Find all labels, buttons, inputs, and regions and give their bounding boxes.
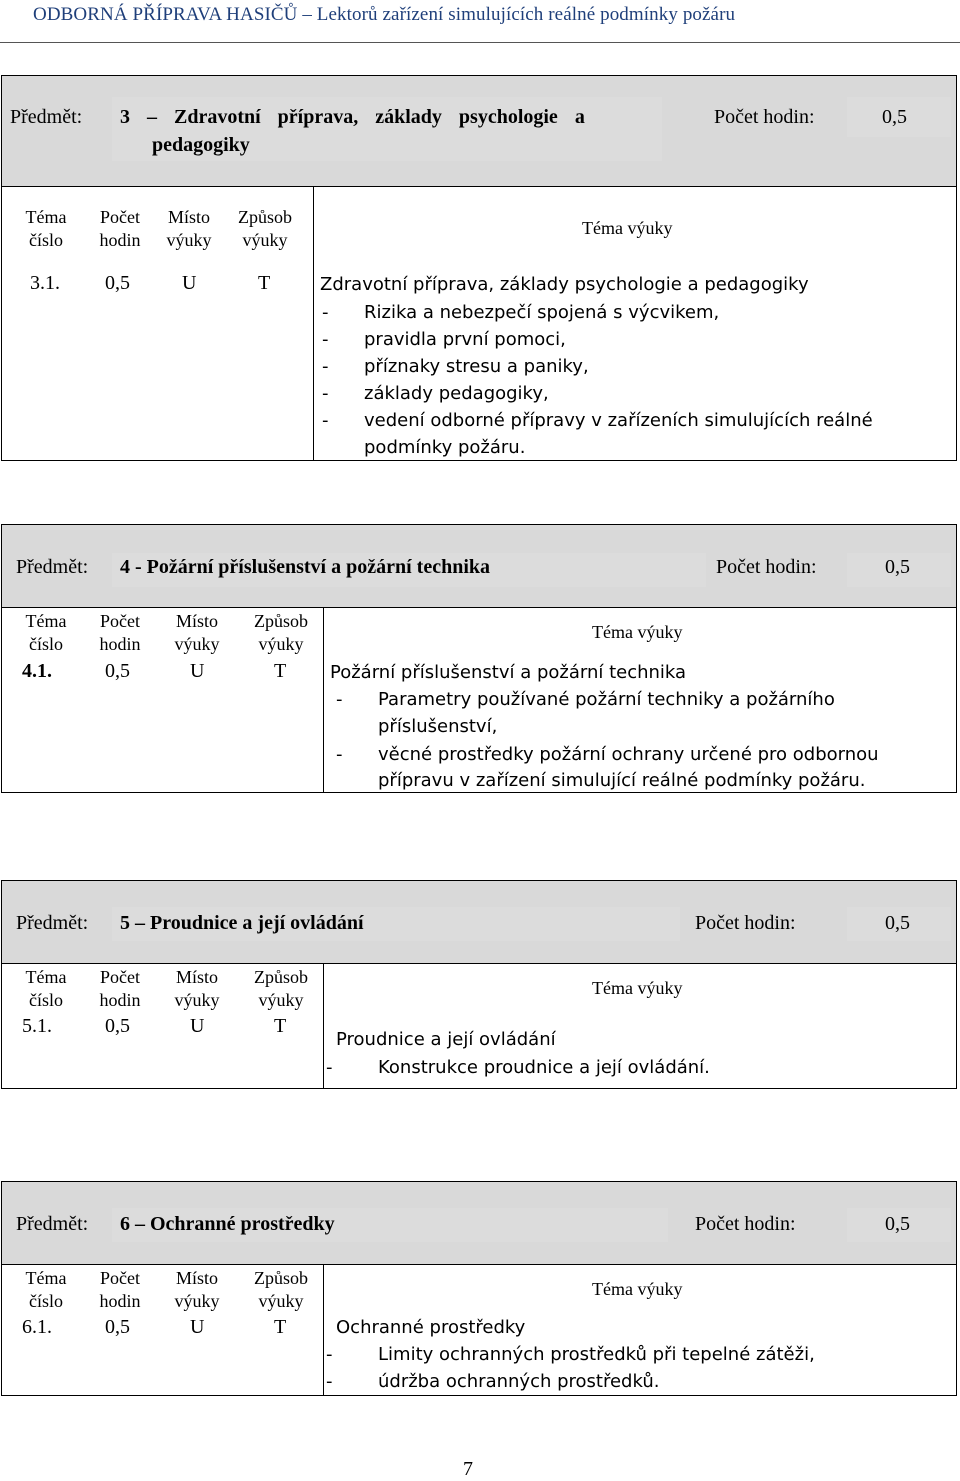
row-method: T xyxy=(274,660,287,682)
subject-block-4 xyxy=(1,524,957,793)
document-header: ODBORNÁ PŘÍPRAVA HASIČŮ – Lektorů zařízení simulujících reálné podmínky požáru xyxy=(33,4,736,25)
topic-item: vedení odborné přípravy v zařízeních simulujících reálné xyxy=(364,410,873,431)
row-number: 6.1. xyxy=(22,1316,52,1338)
col-zpusob-vyuky: Způsob výuky xyxy=(254,967,308,1010)
col-pocet-hodin: Počet hodin xyxy=(99,967,141,1010)
item-dash: - xyxy=(322,410,329,431)
row-number: 4.1. xyxy=(22,660,52,682)
subject-name: 5 – Proudnice a její ovládání xyxy=(120,912,364,934)
item-dash: - xyxy=(322,356,329,377)
topic-item: pravidla první pomoci, xyxy=(364,329,566,350)
subject-block-5 xyxy=(1,880,957,1089)
subject-header-row xyxy=(2,1182,956,1265)
col-misto-vyuky: Místo výuky xyxy=(166,207,212,250)
item-dash: - xyxy=(336,689,343,710)
topic-item: věcné prostředky požární ochrany určené pro odbornou xyxy=(378,744,879,765)
topic-item: Konstrukce proudnice a její ovládání. xyxy=(378,1057,710,1078)
topic-title: Ochranné prostředky xyxy=(336,1317,526,1338)
row-method: T xyxy=(274,1316,287,1338)
item-dash: - xyxy=(326,1371,333,1392)
col-zpusob-vyuky: Způsob výuky xyxy=(254,611,308,654)
row-method: T xyxy=(274,1015,287,1037)
item-dash: - xyxy=(322,383,329,404)
row-place: U xyxy=(182,272,197,294)
topic-item-continuation: přípravu v zařízení simulující reálné podmínky požáru. xyxy=(378,770,866,791)
header-divider xyxy=(0,42,960,43)
subject-label: Předmět: xyxy=(16,556,89,578)
subject-label: Předmět: xyxy=(10,106,83,128)
col-zpusob-vyuky: Způsob výuky xyxy=(254,1268,308,1311)
col-tema-cislo: Téma číslo xyxy=(25,1268,67,1311)
subject-block-6 xyxy=(1,1181,957,1396)
subject-name: 4 - Požární příslušenství a požární technika xyxy=(120,556,491,578)
topic-title: Zdravotní příprava, základy psychologie a pedagogiky xyxy=(320,274,809,295)
item-dash: - xyxy=(326,1057,333,1078)
row-place: U xyxy=(190,660,205,682)
topic-title: Požární příslušenství a požární technika xyxy=(330,662,687,683)
topic-item: Rizika a nebezpečí spojená s výcvikem, xyxy=(364,302,720,323)
row-number: 5.1. xyxy=(22,1015,52,1037)
topic-item-continuation: podmínky požáru. xyxy=(364,437,526,458)
subject-label: Předmět: xyxy=(16,1213,89,1235)
subject-name-line1: 3 – Zdravotní příprava, základy psychologie a xyxy=(120,106,585,128)
subject-header-row xyxy=(2,525,956,608)
col-tema-vyuky: Téma výuky xyxy=(582,218,673,238)
topic-title: Proudnice a její ovládání xyxy=(336,1029,556,1050)
col-tema-vyuky: Téma výuky xyxy=(592,622,683,642)
topic-item-continuation: příslušenství, xyxy=(378,716,498,737)
col-pocet-hodin: Počet hodin xyxy=(99,207,141,250)
item-dash: - xyxy=(322,302,329,323)
hours-value: 0,5 xyxy=(885,912,910,934)
topic-item: Parametry používané požární techniky a požárního xyxy=(378,689,835,710)
subject-header-row xyxy=(2,881,956,964)
col-tema-vyuky: Téma výuky xyxy=(592,1279,683,1299)
row-hours: 0,5 xyxy=(105,1015,130,1037)
topic-item: údržba ochranných prostředků. xyxy=(378,1371,660,1392)
subject-name: 6 – Ochranné prostředky xyxy=(120,1213,335,1235)
hours-label: Počet hodin: xyxy=(695,1213,796,1235)
row-number: 3.1. xyxy=(30,272,60,294)
item-dash: - xyxy=(326,1344,333,1365)
item-dash: - xyxy=(322,329,329,350)
col-misto-vyuky: Místo výuky xyxy=(174,611,220,654)
hours-label: Počet hodin: xyxy=(695,912,796,934)
row-hours: 0,5 xyxy=(105,1316,130,1338)
col-tema-cislo: Téma číslo xyxy=(25,611,67,654)
row-place: U xyxy=(190,1316,205,1338)
col-tema-vyuky: Téma výuky xyxy=(592,978,683,998)
page-number: 7 xyxy=(463,1458,473,1480)
topic-item: základy pedagogiky, xyxy=(364,383,549,404)
row-place: U xyxy=(190,1015,205,1037)
hours-label: Počet hodin: xyxy=(716,556,817,578)
hours-label: Počet hodin: xyxy=(714,106,815,128)
col-pocet-hodin: Počet hodin xyxy=(99,1268,141,1311)
row-hours: 0,5 xyxy=(105,660,130,682)
col-zpusob-vyuky: Způsob výuky xyxy=(238,207,292,250)
row-hours: 0,5 xyxy=(105,272,130,294)
col-misto-vyuky: Místo výuky xyxy=(174,967,220,1010)
col-tema-cislo: Téma číslo xyxy=(25,207,67,250)
item-dash: - xyxy=(336,744,343,765)
row-method: T xyxy=(258,272,271,294)
topic-item: příznaky stresu a paniky, xyxy=(364,356,589,377)
hours-value: 0,5 xyxy=(885,556,910,578)
subject-label: Předmět: xyxy=(16,912,89,934)
subject-block-3 xyxy=(1,75,957,461)
hours-value: 0,5 xyxy=(885,1213,910,1235)
col-tema-cislo: Téma číslo xyxy=(25,967,67,1010)
subject-name-line2: pedagogiky xyxy=(152,134,250,156)
col-misto-vyuky: Místo výuky xyxy=(174,1268,220,1311)
hours-value: 0,5 xyxy=(882,106,907,128)
col-pocet-hodin: Počet hodin xyxy=(99,611,141,654)
subject-header-row xyxy=(2,76,956,187)
topic-item: Limity ochranných prostředků při tepelné zátěži, xyxy=(378,1344,815,1365)
